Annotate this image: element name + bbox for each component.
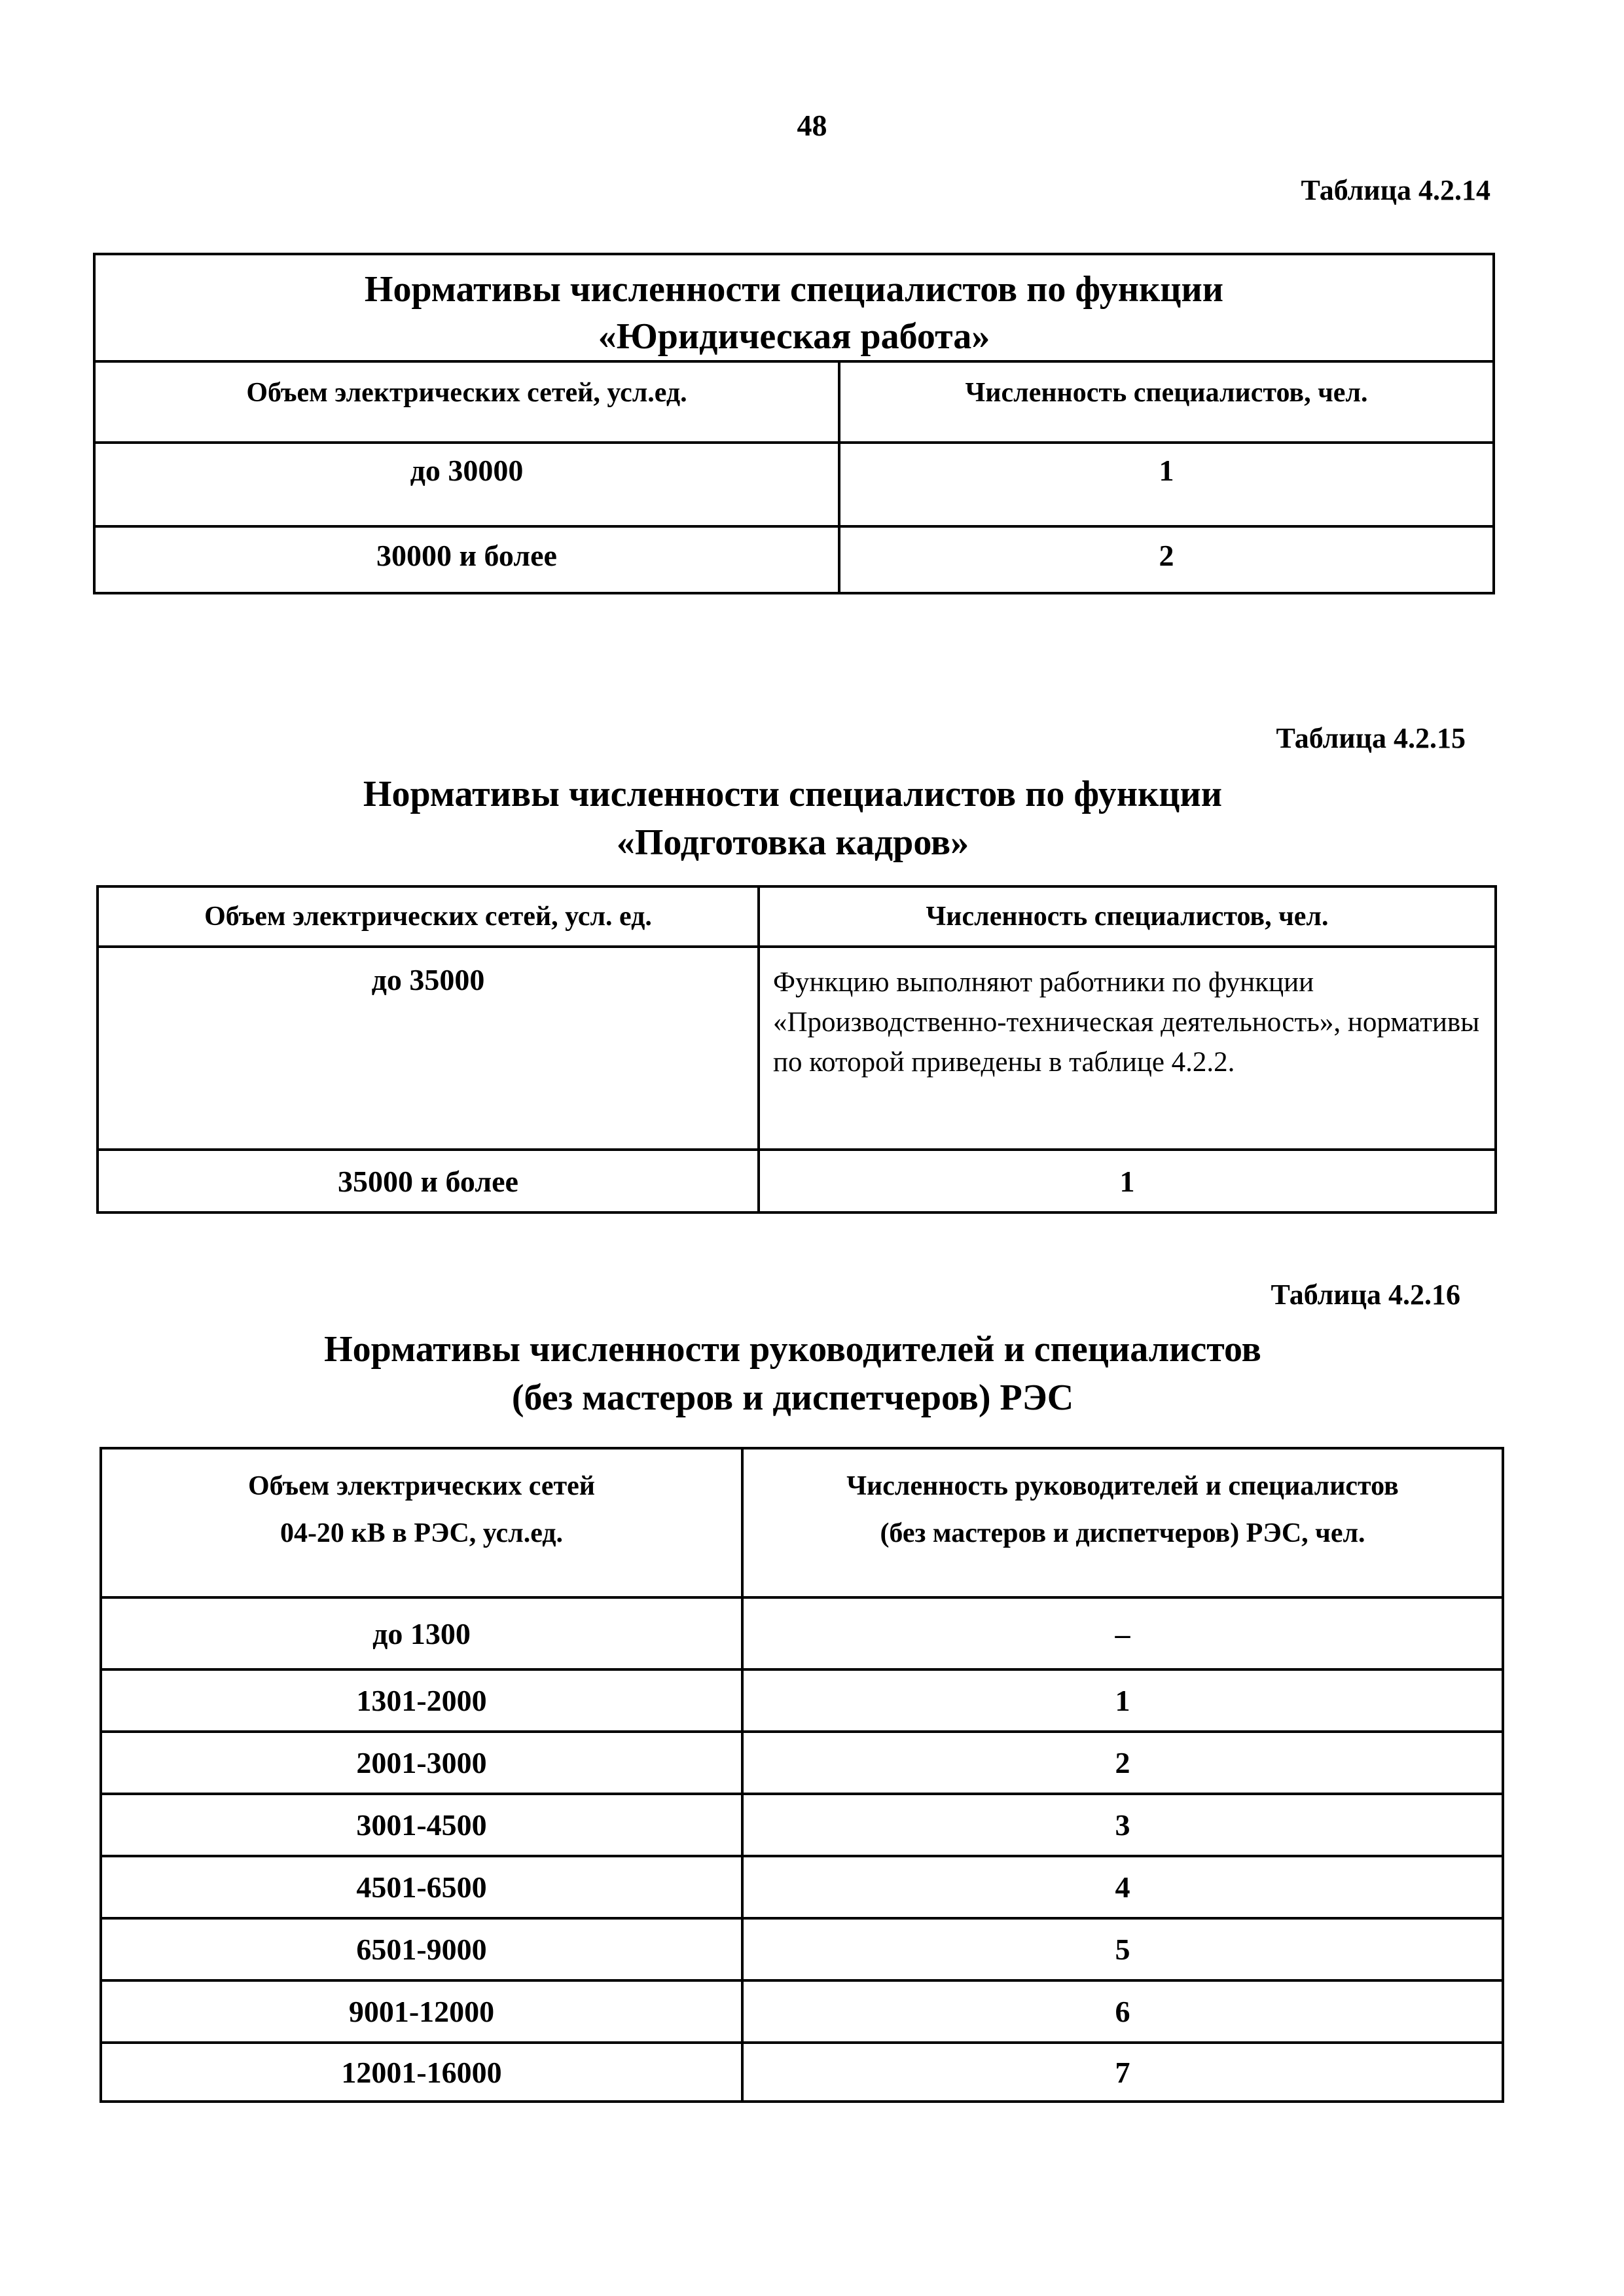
table-4-2-15 bbox=[96, 885, 1497, 1214]
volume-cell: 4501-6500 bbox=[101, 1856, 742, 1918]
table-4-2-14-title-line1: Нормативы численности специалистов по функции bbox=[364, 269, 1224, 310]
count-cell: 3 bbox=[742, 1794, 1503, 1856]
table-4-2-15-title-line2: «Подготовка кадров» bbox=[616, 822, 969, 863]
volume-cell: до 1300 bbox=[101, 1597, 742, 1669]
volume-cell: до 30000 bbox=[94, 443, 839, 526]
col1-header-line2: 04-20 кВ в РЭС, усл.ед. bbox=[280, 1518, 564, 1548]
count-cell: 1 bbox=[742, 1669, 1503, 1732]
table-4-2-14-col2-header: Численность специалистов, чел. bbox=[839, 361, 1494, 443]
table-4-2-14-label: Таблица 4.2.14 bbox=[1301, 174, 1490, 206]
count-cell: 1 bbox=[839, 443, 1494, 526]
volume-cell: 2001-3000 bbox=[101, 1732, 742, 1794]
table-4-2-15-label: Таблица 4.2.15 bbox=[1276, 722, 1466, 754]
volume-cell: до 35000 bbox=[98, 947, 759, 1150]
table-4-2-16 bbox=[99, 1447, 1504, 2103]
table-4-2-16-col1-header bbox=[101, 1448, 742, 1597]
table-row bbox=[101, 1597, 1503, 1669]
count-cell: Функцию выполняют работники по функции «Производственно-техническая деятельность», нормативы по которой приведены в таблице 4.2.2. bbox=[759, 947, 1496, 1150]
volume-cell: 30000 и более bbox=[94, 526, 839, 593]
table-4-2-14-title-line2: «Юридическая работа» bbox=[598, 316, 990, 357]
count-cell: 7 bbox=[742, 2043, 1503, 2102]
count-cell: 2 bbox=[742, 1732, 1503, 1794]
table-4-2-16-col2-header bbox=[742, 1448, 1503, 1597]
count-cell: 6 bbox=[742, 1980, 1503, 2043]
page-number: 48 bbox=[797, 109, 827, 142]
table-row bbox=[101, 2043, 1503, 2102]
volume-cell: 6501-9000 bbox=[101, 1918, 742, 1980]
table-4-2-14-title bbox=[94, 254, 1494, 361]
table-row bbox=[101, 1732, 1503, 1794]
table-row bbox=[101, 1918, 1503, 1980]
table-row bbox=[101, 1669, 1503, 1732]
table-4-2-14-col1-header: Объем электрических сетей, усл.ед. bbox=[94, 361, 839, 443]
table-row bbox=[101, 1980, 1503, 2043]
table-row bbox=[101, 1794, 1503, 1856]
volume-cell: 9001-12000 bbox=[101, 1980, 742, 2043]
table-4-2-14 bbox=[93, 253, 1495, 594]
count-cell: 2 bbox=[839, 526, 1494, 593]
count-cell: – bbox=[742, 1597, 1503, 1669]
count-cell: 1 bbox=[759, 1150, 1496, 1212]
table-4-2-15-title-line1: Нормативы численности специалистов по функции bbox=[363, 774, 1223, 814]
table-4-2-15-title bbox=[93, 770, 1492, 867]
volume-cell: 1301-2000 bbox=[101, 1669, 742, 1732]
volume-cell: 3001-4500 bbox=[101, 1794, 742, 1856]
count-cell: 5 bbox=[742, 1918, 1503, 1980]
table-4-2-16-label: Таблица 4.2.16 bbox=[1271, 1279, 1460, 1311]
volume-cell: 12001-16000 bbox=[101, 2043, 742, 2102]
count-cell: 4 bbox=[742, 1856, 1503, 1918]
table-row bbox=[94, 526, 1494, 593]
table-4-2-16-title-line1: Нормативы численности руководителей и специалистов bbox=[324, 1329, 1261, 1370]
volume-cell: 35000 и более bbox=[98, 1150, 759, 1212]
col2-header-line2: (без мастеров и диспетчеров) РЭС, чел. bbox=[880, 1518, 1365, 1548]
col1-header-line1: Объем электрических сетей bbox=[247, 1471, 595, 1501]
table-4-2-15-col1-header: Объем электрических сетей, усл. ед. bbox=[98, 886, 759, 947]
table-row bbox=[94, 443, 1494, 526]
table-row bbox=[101, 1856, 1503, 1918]
table-row bbox=[98, 947, 1496, 1150]
col2-header-line1: Численность руководителей и специалистов bbox=[846, 1471, 1399, 1501]
table-4-2-16-title-line2: (без мастеров и диспетчеров) РЭС bbox=[511, 1377, 1074, 1418]
table-4-2-16-title bbox=[93, 1325, 1492, 1422]
table-row bbox=[98, 1150, 1496, 1212]
table-4-2-15-col2-header: Численность специалистов, чел. bbox=[759, 886, 1496, 947]
